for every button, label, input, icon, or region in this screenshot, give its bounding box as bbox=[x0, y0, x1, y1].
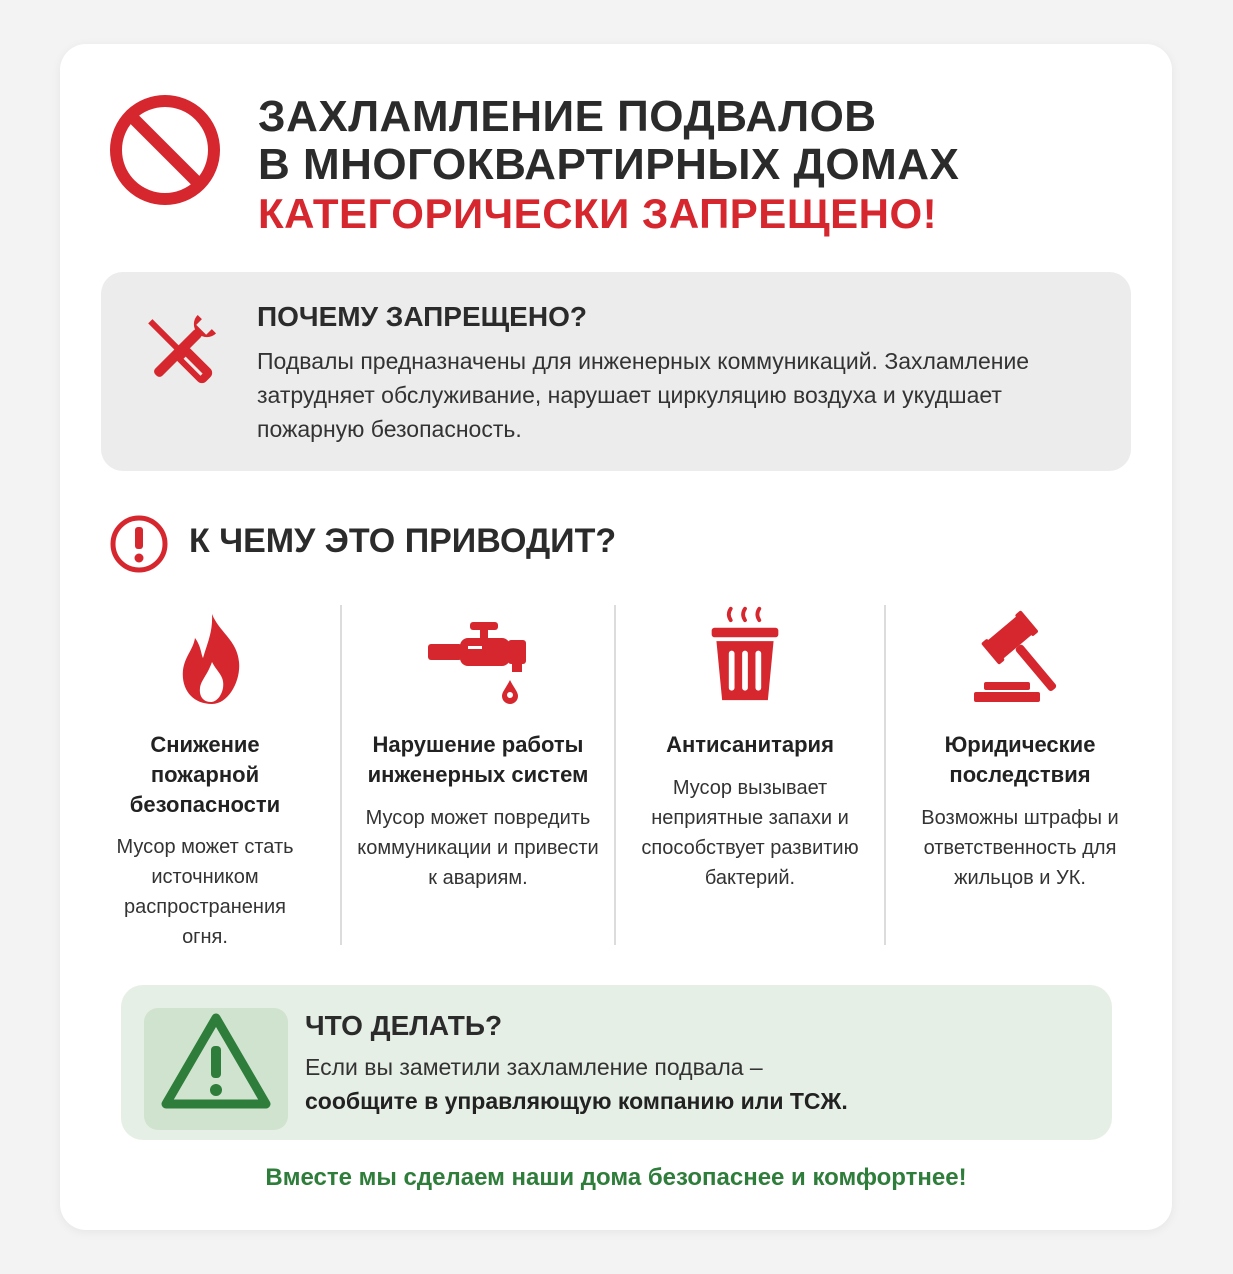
item-3-text: Мусор вызывает неприятные запахи и способствует развитию бактерий. bbox=[641, 777, 859, 889]
todo-text: Если вы заметили захламление подвала – bbox=[305, 1054, 763, 1080]
column-divider bbox=[884, 605, 886, 945]
item-2-text: Мусор может повредить коммуникации и привести к авариям. bbox=[357, 807, 599, 889]
pipe-leak-icon bbox=[422, 610, 532, 710]
exclamation-icon bbox=[109, 514, 169, 574]
item-4-text: Возможны штрафы и ответственность для жильцов и УК. bbox=[921, 807, 1119, 889]
item-4-title: Юридические последствия bbox=[944, 732, 1096, 787]
column-divider bbox=[340, 605, 342, 945]
warning-icon bbox=[158, 1010, 274, 1114]
item-1-title: Снижение пожарной безопасности bbox=[129, 732, 281, 817]
column-divider bbox=[614, 605, 616, 945]
item-1-text: Мусор может стать источником распространения огня. bbox=[116, 836, 294, 948]
tools-icon bbox=[134, 305, 226, 397]
why-title: ПОЧЕМУ ЗАПРЕЩЕНО? bbox=[257, 301, 587, 332]
why-text: Подвалы предназначены для инженерных коммуникаций. Захламление затрудняет обслуживание, нарушает циркуляцию воздуха и укудшает пожарную безопасность. bbox=[257, 348, 1030, 442]
title-line-1: ЗАХЛАМЛЕНИЕ ПОДВАЛОВ bbox=[258, 92, 877, 141]
item-2-title: Нарушение работы инженерных систем bbox=[367, 732, 589, 787]
consequences-title: К ЧЕМУ ЭТО ПРИВОДИТ? bbox=[189, 522, 617, 560]
todo-call-to-action: сообщите в управляющую компанию или ТСЖ. bbox=[305, 1088, 848, 1114]
gavel-icon bbox=[966, 608, 1076, 708]
title-line-3: КАТЕГОРИЧЕСКИ ЗАПРЕЩЕНО! bbox=[258, 190, 938, 237]
prohibited-icon bbox=[108, 93, 222, 207]
title-line-2: В МНОГОКВАРТИРНЫХ ДОМАХ bbox=[258, 140, 960, 189]
todo-title: ЧТО ДЕЛАТЬ? bbox=[305, 1010, 503, 1041]
trash-can-icon bbox=[690, 603, 800, 703]
item-3-title: Антисанитария bbox=[666, 732, 834, 757]
fire-icon bbox=[157, 610, 267, 710]
footer-slogan: Вместе мы сделаем наши дома безопаснее и комфортнее! bbox=[265, 1164, 967, 1191]
